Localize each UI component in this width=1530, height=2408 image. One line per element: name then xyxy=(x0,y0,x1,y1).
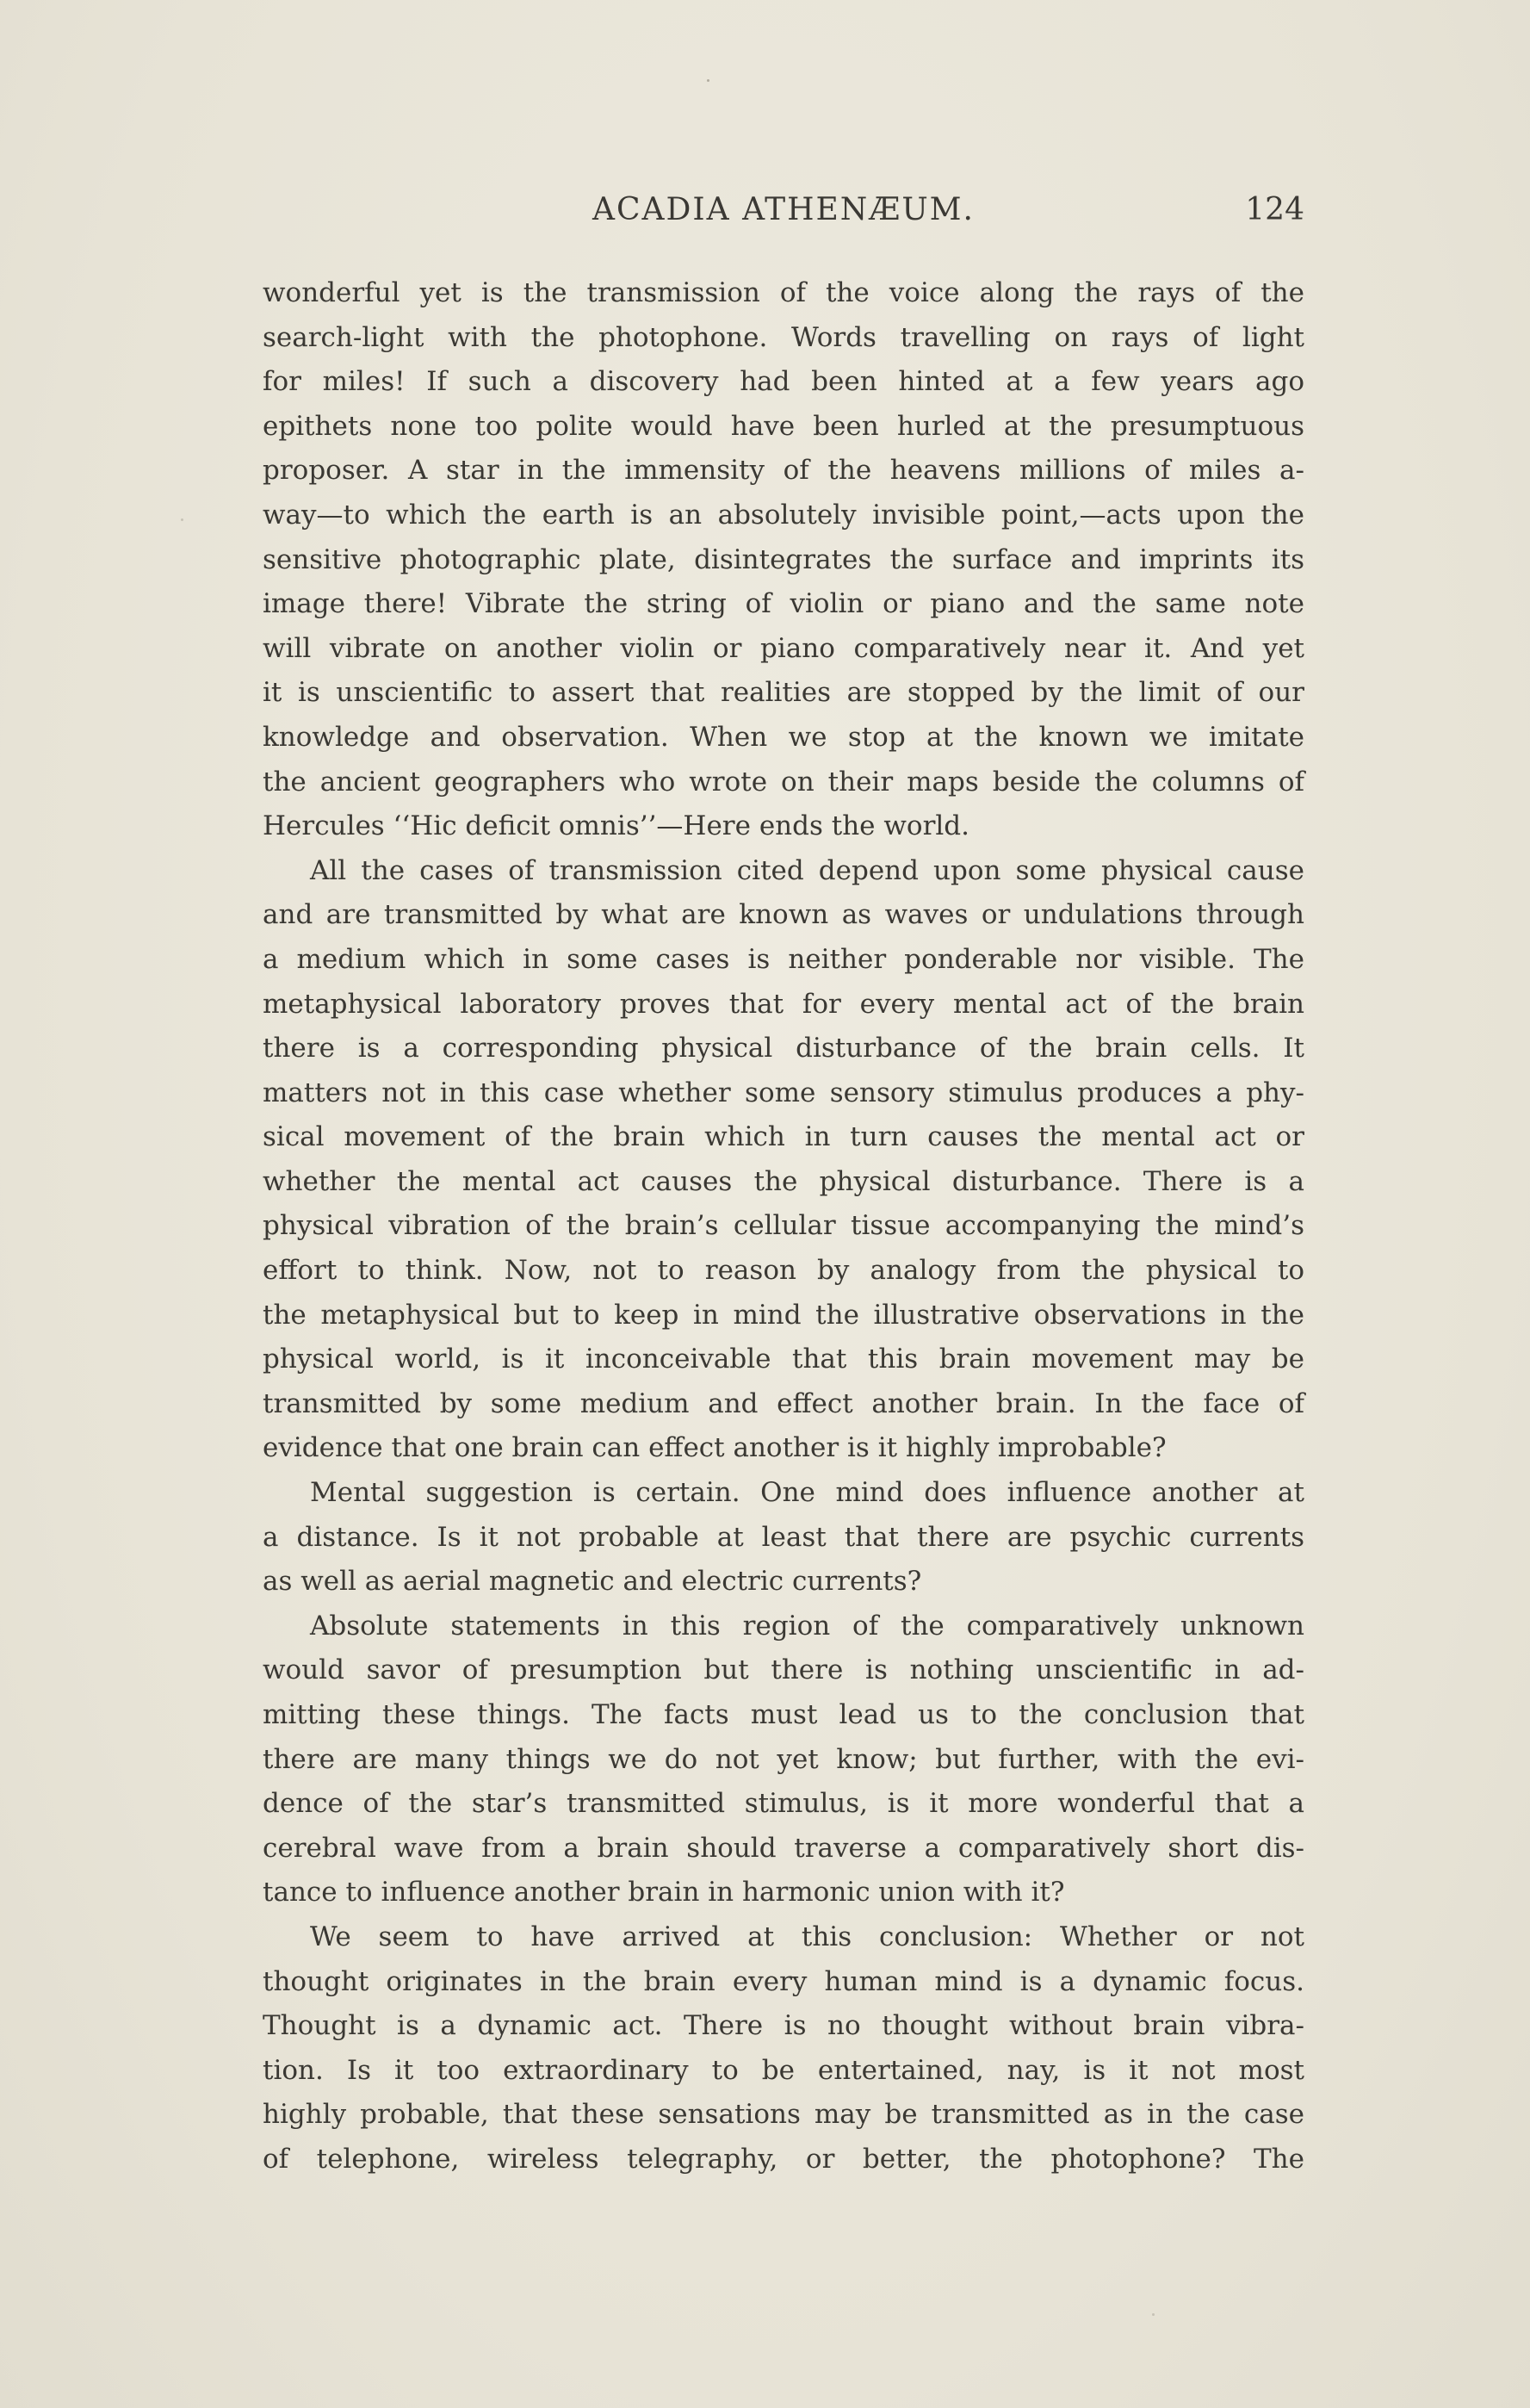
text-line: evidence that one brain can effect another is it highly improbable? xyxy=(263,1432,1167,1464)
text-line: search-light with the photophone. Words travelling on rays of light xyxy=(263,321,1304,353)
text-line: image there! Vibrate the string of violin or piano and the same note xyxy=(263,588,1304,620)
paragraph xyxy=(263,1915,1304,2182)
page-number: 124 xyxy=(1245,192,1304,227)
text-line: metaphysical laboratory proves that for every mental act of the brain xyxy=(263,988,1304,1020)
text-line: dence of the star’s transmitted stimulus, is it more wonderful that a xyxy=(263,1788,1304,1820)
text-line: and are transmitted by what are known as waves or undulations through xyxy=(263,899,1304,931)
paper-speck xyxy=(1152,2313,1155,2316)
journal-title: ACADIA ATHENÆUM. xyxy=(592,192,975,227)
text-line: for miles! If such a discovery had been hinted at a few years ago xyxy=(263,366,1304,398)
text-line: there is a corresponding physical disturbance of the brain cells. It xyxy=(263,1033,1304,1064)
running-header xyxy=(263,185,1304,237)
text-line: We seem to have arrived at this conclusion: Whether or not xyxy=(310,1921,1304,1952)
text-line: sensitive photographic plate, disintegrates the surface and imprints its xyxy=(263,543,1304,575)
text-line: Absolute statements in this region of the comparatively unknown xyxy=(310,1610,1304,1642)
text-line: cerebral wave from a brain should traverse a comparatively short dis- xyxy=(263,1832,1304,1864)
article-body xyxy=(263,271,1304,2182)
text-line: there are many things we do not yet know; but further, with the evi- xyxy=(263,1743,1304,1775)
text-line: as well as aerial magnetic and electric currents? xyxy=(263,1566,922,1598)
text-line: of telephone, wireless telegraphy, or better, the photophone? The xyxy=(263,2143,1304,2175)
text-line: Mental suggestion is certain. One mind does influence another at xyxy=(310,1477,1304,1509)
text-line: will vibrate on another violin or piano comparatively near it. And yet xyxy=(263,632,1304,664)
text-line: wonderful yet is the transmission of the voice along the rays of the xyxy=(263,277,1304,308)
paper-speck xyxy=(707,79,709,82)
text-line: transmitted by some medium and effect another brain. In the face of xyxy=(263,1387,1304,1419)
text-line: sical movement of the brain which in turn causes the mental act or xyxy=(263,1121,1304,1153)
text-line: way—to which the earth is an absolutely invisible point,—acts upon the xyxy=(263,499,1304,531)
paragraph xyxy=(263,1604,1304,1915)
text-line: physical vibration of the brain’s cellular tissue accompanying the mind’s xyxy=(263,1210,1304,1242)
text-line: All the cases of transmission cited depend upon some physical cause xyxy=(310,854,1304,886)
text-line: Thought is a dynamic act. There is no thought without brain vibra- xyxy=(263,2010,1304,2042)
text-line: tion. Is it too extraordinary to be entertained, nay, is it not most xyxy=(263,2054,1304,2086)
text-line: a medium which in some cases is neither ponderable nor visible. The xyxy=(263,943,1304,975)
text-line: a distance. Is it not probable at least that there are psychic currents xyxy=(263,1521,1304,1553)
paragraph xyxy=(263,271,1304,849)
text-line: would savor of presumption but there is nothing unscientific in ad- xyxy=(263,1654,1304,1686)
paragraph xyxy=(263,1471,1304,1604)
text-line: highly probable, that these sensations may be transmitted as in the case xyxy=(263,2099,1304,2131)
paragraph xyxy=(263,849,1304,1471)
text-line: proposer. A star in the immensity of the heavens millions of miles a- xyxy=(263,455,1304,487)
text-line: Hercules ‘‘Hic deficit omnis’’—Here ends the world. xyxy=(263,810,970,842)
text-line: physical world, is it inconceivable that this brain movement may be xyxy=(263,1344,1304,1375)
text-line: knowledge and observation. When we stop at the known we imitate xyxy=(263,721,1304,753)
text-line: whether the mental act causes the physical disturbance. There is a xyxy=(263,1165,1304,1197)
text-line: the ancient geographers who wrote on their maps beside the columns of xyxy=(263,766,1304,797)
text-line: effort to think. Now, not to reason by analogy from the physical to xyxy=(263,1255,1304,1287)
text-line: tance to influence another brain in harmonic union with it? xyxy=(263,1877,1065,1908)
text-line: thought originates in the brain every human mind is a dynamic focus. xyxy=(263,1965,1304,1997)
text-line: it is unscientific to assert that realities are stopped by the limit of our xyxy=(263,677,1304,709)
paper-speck xyxy=(181,518,183,521)
text-line: mitting these things. The facts must lead us to the conclusion that xyxy=(263,1699,1304,1730)
text-line: epithets none too polite would have been hurled at the presumptuous xyxy=(263,410,1304,442)
text-line: matters not in this case whether some sensory stimulus produces a phy- xyxy=(263,1077,1304,1108)
text-line: the metaphysical but to keep in mind the illustrative observations in the xyxy=(263,1299,1304,1331)
